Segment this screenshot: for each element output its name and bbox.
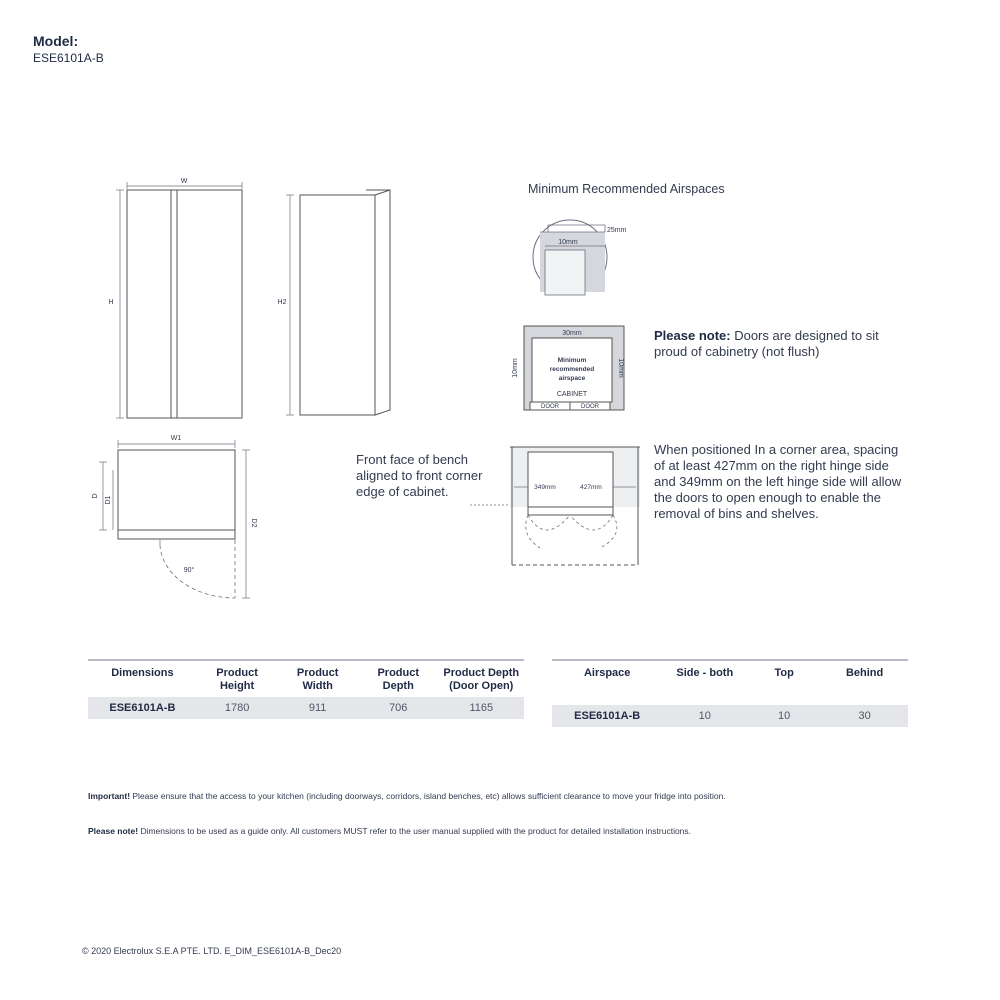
- guide-note: [88, 826, 691, 836]
- dim-cell-width: 911: [277, 697, 358, 719]
- guide-note-text: Dimensions to be used as a guide only. All customers MUST refer to the user manual supplied with the product for detailed installation instructions.: [138, 826, 692, 836]
- airspace-table: [552, 659, 908, 727]
- corner-note: When positioned In a corner area, spacing of at least 427mm on the right hinge side and 349mm on the left hinge side will allow the doors to open enough to enable the removal of bins and shelves.: [654, 442, 902, 521]
- corner-left-label: 349mm: [534, 484, 556, 491]
- width-label: W: [180, 178, 188, 185]
- angle-label: 90°: [183, 567, 195, 574]
- model-label: Model:: [33, 33, 79, 49]
- important-note-bold: Important!: [88, 791, 131, 801]
- bench-note: Front face of bench aligned to front corner edge of cabinet.: [356, 452, 483, 499]
- cabinet-center-line2: recommended: [549, 366, 595, 373]
- w1-label: W1: [170, 435, 182, 442]
- copyright-text: © 2020 Electrolux S.E.A PTE. LTD. E_DIM_ESE6101A-B_Dec20: [82, 946, 342, 956]
- air-header-top: Top: [747, 660, 821, 705]
- important-note: [88, 791, 726, 801]
- doors-note: [654, 328, 904, 360]
- dim-cell-model: ESE6101A-B: [88, 697, 197, 719]
- dim-header-depth-open: Product Depth (Door Open): [439, 660, 524, 697]
- air-cell-side: 10: [662, 705, 747, 727]
- airspace-detail-diagram: [533, 220, 607, 295]
- model-number: ESE6101A-B: [33, 51, 104, 65]
- h2-label: H2: [277, 299, 287, 306]
- door-left-label: DOOR: [541, 404, 559, 410]
- d1-label: D1: [105, 495, 112, 505]
- dim-header-height: Product Height: [197, 660, 278, 697]
- air-cell-behind: 30: [821, 705, 908, 727]
- cabinet-top-label: 30mm: [562, 330, 582, 337]
- cabinet-right-label: 10mm: [617, 358, 624, 378]
- doors-note-text: Doors are designed to sit proud of cabinetry (not flush): [654, 328, 879, 359]
- airspace-heading: Minimum Recommended Airspaces: [528, 182, 725, 196]
- air-header-side: Side - both: [662, 660, 747, 705]
- top-gap-label: 25mm: [607, 227, 627, 234]
- doors-note-bold: Please note:: [654, 328, 731, 343]
- door-right-label: DOOR: [581, 404, 599, 410]
- air-header-behind: Behind: [821, 660, 908, 705]
- dim-cell-depth-open: 1165: [439, 697, 524, 719]
- cabinet-label: CABINET: [556, 391, 588, 398]
- corner-right-label: 427mm: [580, 484, 602, 491]
- dim-header-depth: Product Depth: [358, 660, 439, 697]
- cabinet-left-label: 10mm: [512, 358, 519, 378]
- dim-cell-height: 1780: [197, 697, 278, 719]
- air-header-airspace: Airspace: [552, 660, 662, 705]
- dim-cell-depth: 706: [358, 697, 439, 719]
- front-view-diagram: [116, 182, 242, 418]
- cabinet-center-line3: airspace: [558, 375, 586, 382]
- important-note-text: Please ensure that the access to your kitchen (including doorways, corridors, island benches, etc) allows sufficient clearance to move your fridge into position.: [130, 791, 726, 801]
- height-label: H: [108, 299, 114, 306]
- air-cell-top: 10: [747, 705, 821, 727]
- air-cell-model: ESE6101A-B: [552, 705, 662, 727]
- top-view-diagram: [99, 440, 250, 598]
- cabinet-center-line1: Minimum: [557, 357, 587, 364]
- side-view-diagram: [286, 190, 390, 415]
- table-row: [88, 697, 524, 719]
- dim-header-dimensions: Dimensions: [88, 660, 197, 697]
- d2-label: D2: [250, 518, 257, 528]
- dim-header-width: Product Width: [277, 660, 358, 697]
- dimensions-table: [88, 659, 524, 719]
- table-row: [552, 705, 908, 727]
- d-label: D: [92, 493, 99, 499]
- side-gap-label: 10mm: [558, 239, 578, 246]
- guide-note-bold: Please note!: [88, 826, 139, 836]
